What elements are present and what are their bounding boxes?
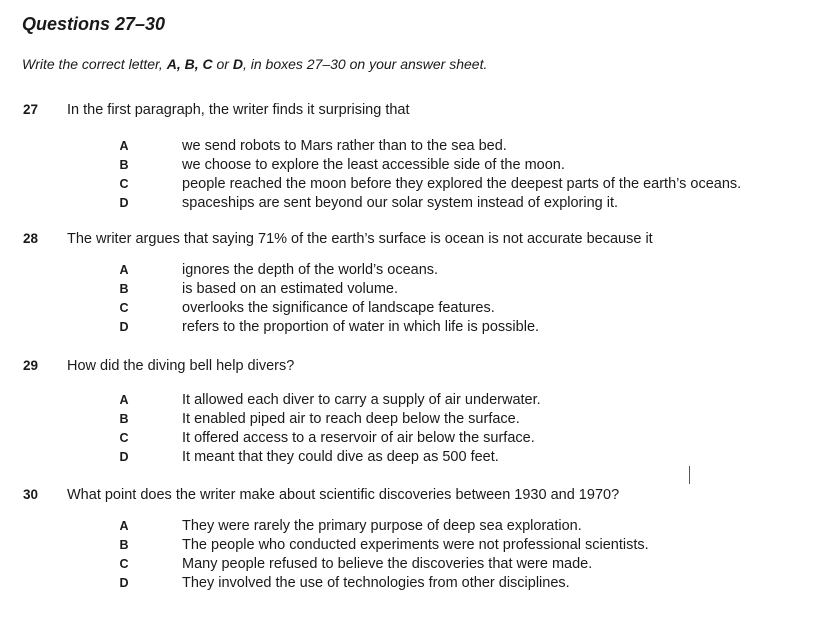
option-letter: C xyxy=(119,301,129,315)
option-letter: A xyxy=(119,519,129,533)
option-text: we choose to explore the least accessible side of the moon. xyxy=(182,157,565,173)
option-text: we send robots to Mars rather than to the sea bed. xyxy=(182,138,507,154)
option-text: Many people refused to believe the discoveries that were made. xyxy=(182,556,593,572)
option-letter: D xyxy=(119,450,129,464)
option-text: It offered access to a reservoir of air below the surface. xyxy=(182,430,535,446)
option-text: people reached the moon before they explored the deepest parts of the earth’s oceans. xyxy=(182,176,742,192)
question-text: How did the diving bell help divers? xyxy=(67,358,295,374)
question-number: 30 xyxy=(23,487,39,502)
section-heading: Questions 27–30 xyxy=(22,14,166,34)
option-a[interactable] xyxy=(0,138,826,157)
text-cursor xyxy=(689,466,690,484)
option-text: ignores the depth of the world’s oceans. xyxy=(182,262,439,278)
option-letter: C xyxy=(119,557,129,571)
question-number: 28 xyxy=(23,231,39,246)
option-a[interactable] xyxy=(0,392,826,411)
option-letter: C xyxy=(119,431,129,445)
instruction-letters: A, B, C xyxy=(166,56,213,72)
option-a[interactable] xyxy=(0,262,826,281)
option-letter: C xyxy=(119,177,129,191)
option-text: They were rarely the primary purpose of deep sea exploration. xyxy=(182,518,582,534)
instruction-last-letter: D xyxy=(232,56,243,72)
question-text: In the first paragraph, the writer finds it surprising that xyxy=(67,102,410,118)
option-c[interactable] xyxy=(0,556,826,575)
option-d[interactable] xyxy=(0,195,826,214)
option-text: It enabled piped air to reach deep below the surface. xyxy=(182,411,520,427)
option-text: It meant that they could dive as deep as 500 feet. xyxy=(182,449,499,465)
option-d[interactable] xyxy=(0,319,826,338)
question-text: The writer argues that saying 71% of the earth’s surface is ocean is not accurate because it xyxy=(67,231,653,247)
option-letter: D xyxy=(119,320,129,334)
option-letter: B xyxy=(119,158,129,172)
option-letter: D xyxy=(119,196,129,210)
option-text: The people who conducted experiments were not professional scientists. xyxy=(182,537,649,553)
option-c[interactable] xyxy=(0,430,826,449)
option-letter: B xyxy=(119,538,129,552)
option-letter: A xyxy=(119,139,129,153)
option-text: refers to the proportion of water in which life is possible. xyxy=(182,319,540,335)
question-text: What point does the writer make about scientific discoveries between 1930 and 1970? xyxy=(67,487,620,503)
option-d[interactable] xyxy=(0,449,826,468)
option-b[interactable] xyxy=(0,537,826,556)
option-letter: A xyxy=(119,263,129,277)
option-letter: D xyxy=(119,576,129,590)
option-a[interactable] xyxy=(0,518,826,537)
question-number: 29 xyxy=(23,358,39,373)
option-b[interactable] xyxy=(0,411,826,430)
option-text: is based on an estimated volume. xyxy=(182,281,399,297)
instruction-suffix: , in boxes 27–30 on your answer sheet. xyxy=(242,56,488,72)
question-number: 27 xyxy=(23,102,39,117)
instruction-or: or xyxy=(212,56,233,72)
option-letter: B xyxy=(119,282,129,296)
option-b[interactable] xyxy=(0,281,826,300)
option-c[interactable] xyxy=(0,176,826,195)
option-letter: B xyxy=(119,412,129,426)
option-d[interactable] xyxy=(0,575,826,594)
option-text: It allowed each diver to carry a supply of air underwater. xyxy=(182,392,541,408)
instruction-prefix: Write the correct letter, xyxy=(22,56,167,72)
option-text: They involved the use of technologies from other disciplines. xyxy=(182,575,570,591)
option-letter: A xyxy=(119,393,129,407)
option-text: spaceships are sent beyond our solar system instead of exploring it. xyxy=(182,195,619,211)
instruction-text xyxy=(22,56,487,72)
option-b[interactable] xyxy=(0,157,826,176)
option-text: overlooks the significance of landscape features. xyxy=(182,300,495,316)
option-c[interactable] xyxy=(0,300,826,319)
